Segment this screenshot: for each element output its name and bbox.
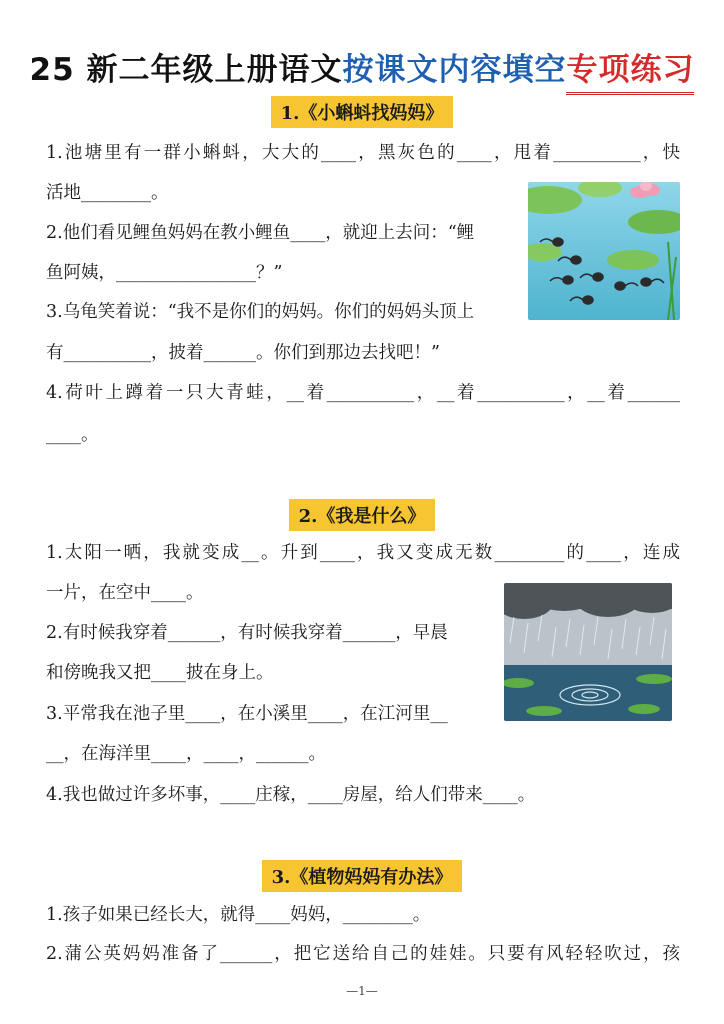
s1-line-7: 4.荷叶上蹲着一只大青蛙，__着__________，__着__________，__着______ <box>46 383 680 403</box>
s1-line-1: 1.池塘里有一群小蝌蚪，大大的____，黑灰色的____，甩着__________，快 <box>46 143 680 163</box>
s1-line-2: 活地________。 <box>46 183 169 203</box>
s3-line-2: 2.蒲公英妈妈准备了______，把它送给自己的娃娃。只要有风轻轻吹过，孩 <box>46 944 680 964</box>
title-part-topic: 按课文内容填空 <box>342 52 567 88</box>
s1-line-4: 鱼阿姨，________________？” <box>46 263 283 283</box>
tadpole-pond-illustration <box>528 182 680 320</box>
section-2-heading: 2.《我是什么》 <box>0 499 724 531</box>
s1-line-6: 有__________，披着______。你们到那边去找吧！” <box>46 343 440 363</box>
s3-line-1: 1.孩子如果已经长大，就得____妈妈，________。 <box>46 905 431 925</box>
title-part-practice: 专项练习 <box>566 44 694 95</box>
s2-line-7: 4.我也做过许多坏事，____庄稼，____房屋，给人们带来____。 <box>46 785 536 805</box>
rain-pond-illustration <box>504 583 672 721</box>
s1-line-5: 3.乌龟笑着说：“我不是你们的妈妈。你们的妈妈头顶上 <box>46 302 475 322</box>
page-number: —1— <box>346 984 378 998</box>
section-3-heading: 3.《植物妈妈有办法》 <box>0 860 724 892</box>
title-part-grade: 25 新二年级上册语文 <box>29 52 343 88</box>
s2-line-5: 3.平常我在池子里____，在小溪里____，在江河里__ <box>46 704 448 724</box>
s1-line-8: ____。 <box>46 425 99 445</box>
s2-line-1: 1.太阳一晒，我就变成__。升到____，我又变成无数________的____，连成 <box>46 543 680 563</box>
s2-line-6: __，在海洋里____，____，______。 <box>46 744 326 764</box>
s1-line-3: 2.他们看见鲤鱼妈妈在教小鲤鱼____，就迎上去问：“鲤 <box>46 223 475 243</box>
s2-line-4: 和傍晚我又把____披在身上。 <box>46 663 274 683</box>
page-title <box>0 44 724 95</box>
s2-line-2: 一片，在空中____。 <box>46 583 204 603</box>
section-1-heading: 1.《小蝌蚪找妈妈》 <box>0 96 724 128</box>
s2-line-3: 2.有时候我穿着______，有时候我穿着______，早晨 <box>46 623 448 643</box>
